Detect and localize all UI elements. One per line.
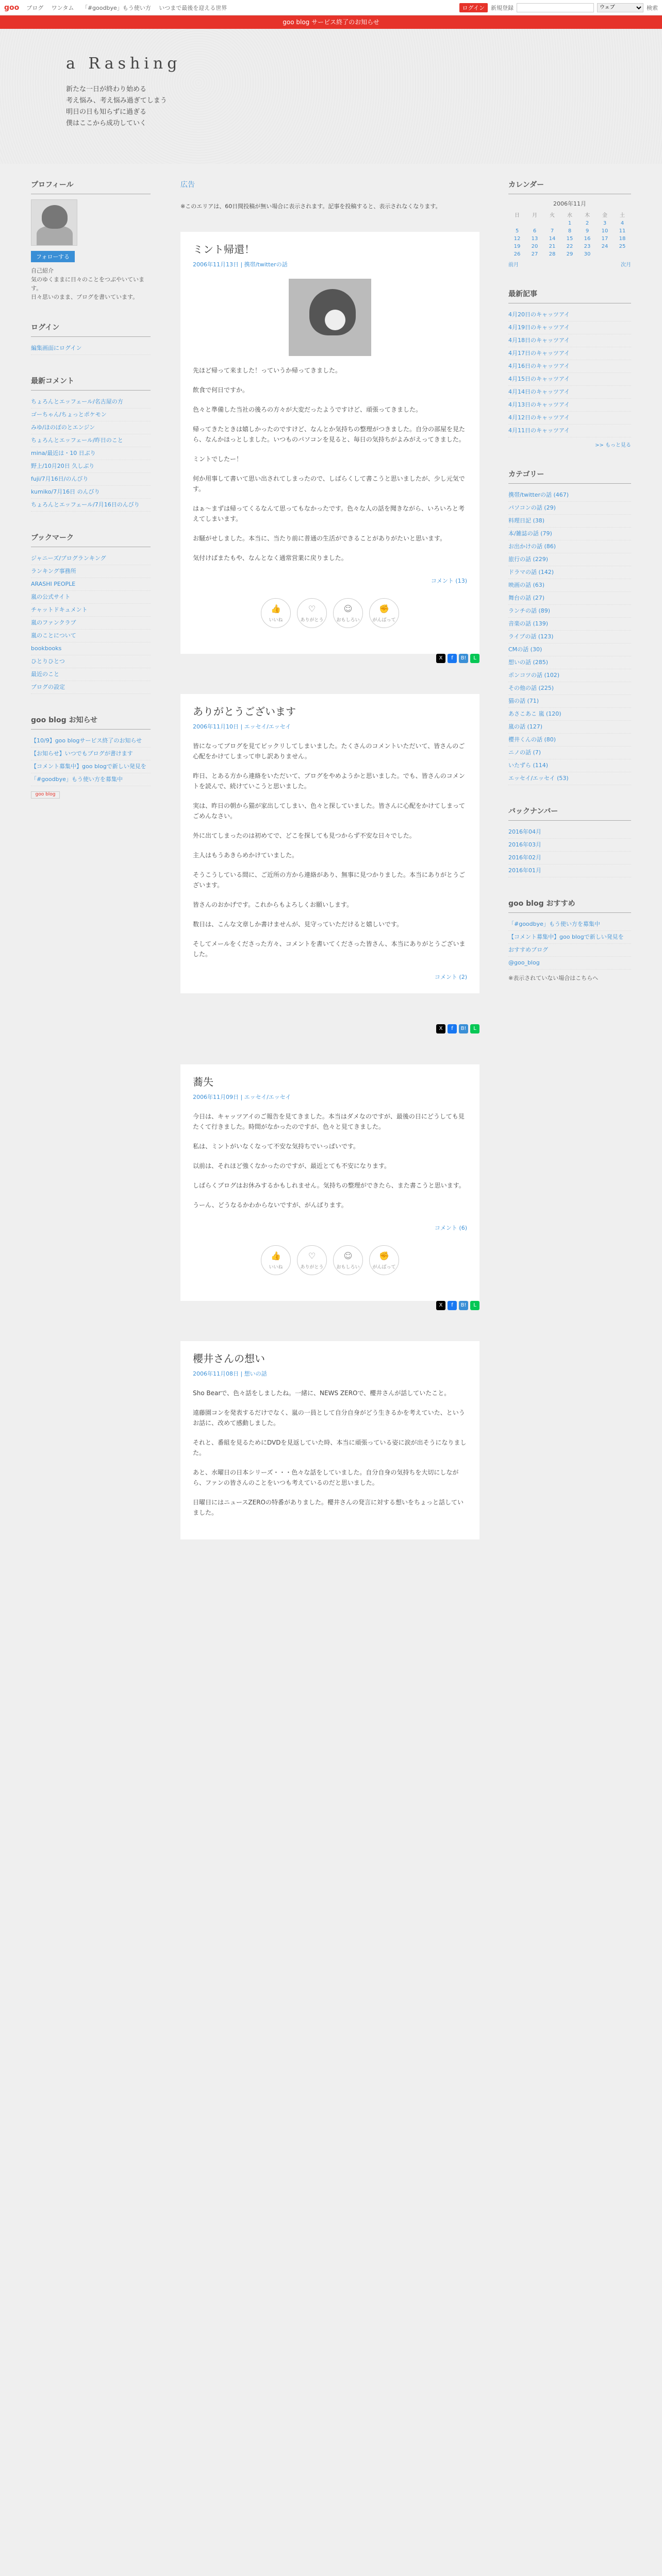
calendar-day[interactable]: 14 (549, 236, 556, 242)
top-nav-item[interactable]: 「#goodbye」もう使い方 (81, 4, 151, 11)
comment-item[interactable]: fuji/7月16日/のんびり (31, 473, 151, 486)
post-title[interactable]: ありがとうございます (193, 705, 296, 718)
comment-item[interactable]: ちょろんとエッフェール/7月16日のんびり (31, 499, 151, 512)
main-column (180, 179, 479, 1539)
reaction-thanks-button[interactable]: ♡ ありがとう (297, 598, 327, 628)
reaction-bar (193, 1245, 467, 1275)
search-input[interactable] (517, 3, 594, 12)
calendar-day[interactable]: 8 (568, 228, 572, 234)
calendar-day[interactable]: 11 (619, 228, 626, 234)
recent-post-item[interactable]: 4月17日のキャッツアイ (508, 347, 631, 360)
ad-label: 広告 (180, 181, 195, 189)
bookmark-item[interactable]: 最近のこと (31, 668, 151, 681)
comment-item[interactable]: mina/最近は・10 日ぶり (31, 447, 151, 460)
login-link[interactable]: 編集画面にログイン (31, 342, 151, 355)
service-notice-banner[interactable] (0, 15, 662, 29)
weekday-header: 金 (602, 213, 607, 218)
recent-post-item[interactable]: 4月19日のキャッツアイ (508, 321, 631, 334)
backnumber-item[interactable]: 2016年04月 (508, 826, 631, 839)
comments-link[interactable]: コメント (6) (434, 1225, 467, 1231)
category-item[interactable]: 音楽の話 (139) (508, 618, 631, 631)
left-sidebar (31, 179, 151, 819)
share-bar (180, 1301, 479, 1310)
x-share-icon[interactable]: X (436, 1024, 445, 1033)
line-share-icon[interactable]: L (470, 654, 479, 663)
backnumber-item[interactable]: 2016年03月 (508, 839, 631, 852)
calendar-day[interactable]: 27 (531, 251, 538, 257)
post-body (193, 1388, 467, 1518)
recent-more-link[interactable]: >> もっと見る (595, 443, 631, 448)
reaction-funny-button[interactable]: ☺ おもしろい (333, 1245, 363, 1275)
post-paragraph: 外に出てしまったのは初めてで、どこを探しても見つからず不安な日々でした。 (193, 832, 416, 839)
category-item[interactable]: CMの話 (30) (508, 643, 631, 656)
profile-line: 気のゆくままに日々のことをつぶやいています。 (31, 276, 144, 292)
post-paragraph: 日曜日にはニュースZEROの特番がありました。櫻井さんの発言に対する想いをちょっと話していました。 (193, 1499, 464, 1516)
facebook-share-icon[interactable]: f (448, 1024, 457, 1033)
profile-title: プロフィール (31, 179, 151, 194)
calendar-prev-link[interactable]: 前月 (508, 262, 519, 268)
backnumber-item[interactable]: 2016年02月 (508, 852, 631, 865)
post-paragraph: 数日は、こんな文章しか書けませんが、見守っていただけると嬉しいです。 (193, 921, 403, 928)
post-paragraph: 帰ってきたときは嬉しかったのですけど、なんとか気持ちの整理がつきました。自分の部屋を見たら、なんかほっとしました。いつものパソコンを見ると、毎日の気持ちがよみがえってきました。 (193, 426, 466, 443)
search-scope-select[interactable] (597, 3, 643, 12)
facebook-share-icon[interactable]: f (448, 654, 457, 663)
categories-section (508, 469, 631, 785)
facebook-share-icon[interactable]: f (448, 1301, 457, 1310)
post-date[interactable]: 2006年11月08日 | 想いの話 (193, 1370, 267, 1377)
post-image[interactable] (289, 279, 371, 356)
thumbs-up-icon: 👍 (271, 1251, 281, 1261)
calendar-day[interactable]: 1 (568, 221, 572, 226)
post-paragraph: それと、番組を見るためにDVDを見返していた時、本当に頑張っている姿に涙が出そうになりました。 (193, 1439, 467, 1456)
post-paragraph: 昨日、とある方から連絡をいただいて、ブログをやめようかと思いました。でも、皆さんのコメントを読んで、続けていこうと思いました。 (193, 772, 465, 790)
goo-news-title: goo blog お知らせ (31, 715, 151, 730)
post-paragraph: はぁ〜まずは帰ってくるなんて思ってもなかったです。色々な人の話を聞きながら、いろいろと考えてしまいます。 (193, 505, 465, 522)
flex-icon: ✊ (379, 604, 389, 614)
recent-comments-section (31, 376, 151, 512)
post-title[interactable]: 蕎失 (193, 1076, 213, 1088)
blog-post (180, 1064, 479, 1301)
calendar-day[interactable]: 17 (601, 236, 608, 242)
calendar-day[interactable]: 25 (619, 244, 626, 249)
calendar-day[interactable] (596, 250, 614, 258)
smile-icon: ☺ (343, 604, 353, 614)
bookmark-item[interactable]: 嵐のことについて (31, 630, 151, 642)
comments-link[interactable]: コメント (2) (434, 974, 467, 980)
post-title[interactable]: 櫻井さんの想い (193, 1352, 265, 1365)
reaction-thanks-button[interactable]: ♡ ありがとう (297, 1245, 327, 1275)
bookmark-item[interactable]: 嵐のファンクラブ (31, 617, 151, 630)
login-section (31, 322, 151, 355)
calendar-day[interactable]: 22 (566, 244, 573, 249)
bookmark-item[interactable]: bookbooks (31, 642, 151, 655)
calendar-day[interactable]: 12 (514, 236, 521, 242)
calendar-day[interactable]: 28 (549, 251, 556, 257)
calendar-nav (508, 260, 631, 268)
post-paragraph: そしてメールをくださった方々、コメントを書いてくださった皆さん、本当にありがとうございました。 (193, 940, 466, 958)
blog-description-line: 新たな一日が終わり始める (66, 86, 147, 93)
reaction-funny-button[interactable]: ☺ おもしろい (333, 598, 363, 628)
thumbs-up-icon: 👍 (271, 604, 281, 614)
calendar-day[interactable]: 10 (601, 228, 608, 234)
reaction-like-button[interactable]: 👍 いいね (261, 598, 291, 628)
top-nav-item[interactable]: ブログ (26, 4, 44, 11)
top-nav (26, 4, 233, 12)
avatar[interactable] (31, 199, 77, 246)
calendar-day[interactable]: 19 (514, 244, 521, 249)
post-paragraph: 私は、ミントがいなくなって不安な気持ちでいっぱいです。 (193, 1143, 359, 1150)
calendar-day[interactable]: 13 (531, 236, 538, 242)
calendar-day[interactable]: 2 (585, 221, 589, 226)
recent-post-item[interactable]: 4月12日のキャッツアイ (508, 412, 631, 425)
weekday-header: 水 (567, 213, 572, 218)
recent-post-item[interactable]: 4月16日のキャッツアイ (508, 360, 631, 373)
category-item[interactable]: エッセイ/エッセイ (53) (508, 772, 631, 785)
blog-post (180, 694, 479, 993)
calendar-day[interactable]: 3 (603, 221, 607, 226)
calendar-day[interactable]: 24 (601, 244, 608, 249)
recent-post-item[interactable]: 4月20日のキャッツアイ (508, 309, 631, 321)
comments-link[interactable]: コメント (13) (431, 578, 467, 584)
calendar-day[interactable]: 30 (584, 251, 591, 257)
category-item[interactable]: お出かけの話 (86) (508, 540, 631, 553)
recent-post-item[interactable]: 4月14日のキャッツアイ (508, 386, 631, 399)
calendar-day[interactable]: 21 (549, 244, 556, 249)
calendar-day[interactable] (508, 219, 526, 227)
goo-news-item[interactable]: 【お知らせ】いつでもブログが書けます (31, 748, 151, 760)
category-item[interactable]: 携帯/twitterの話 (467) (508, 489, 631, 502)
backnumber-title: バックナンバー (508, 806, 631, 821)
reaction-like-button[interactable]: 👍 いいね (261, 1245, 291, 1275)
category-item[interactable]: 料理日記 (38) (508, 515, 631, 528)
comment-item[interactable]: ゴーちゃん/ちょっとポケモン (31, 409, 151, 421)
right-sidebar (508, 179, 631, 1003)
category-item[interactable]: ドラマの話 (142) (508, 566, 631, 579)
category-item[interactable]: ランチの話 (89) (508, 605, 631, 618)
post-body (193, 741, 467, 959)
top-bar (0, 0, 662, 15)
top-right (459, 3, 658, 12)
blog-description-line: 明日の日も知らずに過ぎる (66, 108, 147, 116)
post-paragraph: 皆さんのおかげです。これからもよろしくお願いします。 (193, 901, 353, 908)
post-body (193, 365, 467, 563)
calendar-day[interactable]: 15 (566, 236, 573, 242)
post-paragraph: 色々と準備した当社の後ろの方々が大変だったようですけど、頑張ってきました。 (193, 406, 422, 413)
profile-line: 日々思いのまま、ブログを書いています。 (31, 294, 139, 300)
recent-post-item[interactable]: 4月18日のキャッツアイ (508, 334, 631, 347)
post-paragraph: そうこうしている間に、ご近所の方から連絡があり、無事に見つかりました。本当にありがとうございます。 (193, 871, 466, 889)
goo-news-section (31, 715, 151, 799)
blog-header (0, 29, 662, 164)
blog-description (66, 84, 662, 129)
calendar-day[interactable]: 26 (514, 251, 521, 257)
calendar-day[interactable]: 7 (550, 228, 554, 234)
bookmark-item[interactable]: ジャニーズ/ブログランキング (31, 552, 151, 565)
post-paragraph: お騒がせしました。本当に、当たり前に普通の生活ができることがありがたいと思います。 (193, 535, 446, 542)
post-paragraph: 先ほど帰って来ました！っていうか帰ってきました。 (193, 367, 342, 374)
heart-icon: ♡ (308, 604, 316, 614)
reaction-bar (193, 598, 467, 628)
recent-post-item[interactable]: 4月13日のキャッツアイ (508, 399, 631, 412)
category-item[interactable]: 旅行の話 (229) (508, 553, 631, 566)
goo-news-item[interactable]: 「#goodbye」もう使い方を募集中 (31, 773, 151, 786)
reaction-cheer-button[interactable]: ✊ がんばって (369, 598, 399, 628)
calendar-day[interactable]: 20 (531, 244, 538, 249)
category-item[interactable]: いたずら (114) (508, 759, 631, 772)
blog-post (180, 1341, 479, 1539)
top-nav-item[interactable]: いつまで最後を迎える世界 (159, 4, 227, 11)
recommend-section (508, 898, 631, 982)
x-share-icon[interactable]: X (436, 1301, 445, 1310)
backnumber-section (508, 806, 631, 877)
calendar-title: カレンダー (508, 179, 631, 194)
recent-post-item[interactable]: 4月15日のキャッツアイ (508, 373, 631, 386)
hatena-share-icon[interactable]: B! (459, 1024, 468, 1033)
goo-blog-logo-icon[interactable]: goo blog (31, 791, 60, 799)
post-paragraph: Sho Bearで、色々話をしましたね。一緒に、NEWS ZEROで、櫻井さんが話していたこと。 (193, 1389, 451, 1397)
post-body (193, 1111, 467, 1210)
bookmarks-title: ブックマーク (31, 532, 151, 547)
post-paragraph: 遠藤園コンを発表するだけでなく、嵐の一員として自分自身がどう生きるかを考えていた、というお話に、改めて感動しました。 (193, 1409, 465, 1427)
x-share-icon[interactable]: X (436, 654, 445, 663)
comment-item[interactable]: kumiko/7月16日 のんびり (31, 486, 151, 499)
calendar-day[interactable]: 16 (584, 236, 591, 242)
post-paragraph: あと、水曜日の日本シリーズ・・・色々な話をしていました。自分自身の気持ちを大切にしながら、ファンの皆さんのことをいつも考えているのだと思いました。 (193, 1469, 459, 1486)
calendar-section (508, 179, 631, 268)
weekday-header: 火 (550, 213, 555, 218)
recommend-item[interactable]: 「#goodbye」もう使い方を募集中 (508, 918, 631, 931)
recent-comments-title: 最新コメント (31, 376, 151, 391)
post-paragraph: 実は、昨日の朝から猫が家出してしまい、色々と探していました。皆さんに心配をかけてしまってごめんなさい。 (193, 802, 466, 820)
category-item[interactable]: 本/雑誌の話 (79) (508, 528, 631, 540)
share-bar (180, 654, 479, 663)
blog-description-line: 考え悩み、考え悩み過ぎてしまう (66, 97, 167, 105)
recent-posts-title: 最新記事 (508, 289, 631, 303)
login-title: ログイン (31, 322, 151, 337)
line-share-icon[interactable]: L (470, 1301, 479, 1310)
recommend-item[interactable]: 【コメント募集中】goo blogで新しい発見を (508, 931, 631, 944)
inactive-notice: ※このエリアは、60日間投稿が無い場合に表示されます。記事を投稿すると、表示されなくなります。 (180, 203, 441, 210)
calendar-day[interactable]: 4 (620, 221, 624, 226)
bookmark-item[interactable]: ひとりひとつ (31, 655, 151, 668)
post-date[interactable]: 2006年11月13日 | 携帯/twitterの話 (193, 261, 288, 268)
bookmark-item[interactable]: チャットドキュメント (31, 604, 151, 617)
register-link[interactable]: 新規登録 (491, 4, 514, 11)
weekday-header: 日 (515, 213, 520, 218)
profile-line: 自己紹介 (31, 267, 54, 274)
category-item[interactable]: その他の話 (225) (508, 682, 631, 695)
recommend-item[interactable]: おすすめブログ (508, 944, 631, 957)
post-paragraph: 皆になってブログを見てビックリしてしまいました。たくさんのコメントいただいて、皆さんのご心配をかけてしまって申し訳ありません。 (193, 742, 465, 760)
calendar-table (508, 210, 631, 258)
heart-icon: ♡ (308, 1251, 316, 1261)
category-item[interactable]: 猫の話 (71) (508, 695, 631, 708)
comment-item[interactable]: 野上/10月20日 久しぶり (31, 460, 151, 473)
post-date[interactable]: 2006年11月10日 | エッセイ/エッセイ (193, 723, 291, 730)
category-item[interactable]: 櫻井くんの話 (80) (508, 734, 631, 747)
category-item[interactable]: ポンコツの話 (102) (508, 669, 631, 682)
login-button[interactable]: ログイン (459, 3, 488, 12)
category-item[interactable]: 映画の話 (63) (508, 579, 631, 592)
post-paragraph: 以前は、それほど強くなかったのですが、最近とても不安になります。 (193, 1162, 391, 1170)
category-item[interactable]: 舞台の話 (27) (508, 592, 631, 605)
comment-item[interactable]: みゆ/ほのぼのとエンジン (31, 421, 151, 434)
post-paragraph: うーん、どうなるかわからないですが、がんばります。 (193, 1201, 347, 1209)
post-date[interactable]: 2006年11月09日 | エッセイ/エッセイ (193, 1094, 291, 1100)
share-bar (180, 1024, 479, 1033)
line-share-icon[interactable]: L (470, 1024, 479, 1033)
post-paragraph: 主人はもうあきらめかけていました。 (193, 852, 299, 859)
flex-icon: ✊ (379, 1251, 389, 1261)
comment-item[interactable]: ちょろんとエッフェール/昨日のこと (31, 434, 151, 447)
category-item[interactable]: あさこあこ 嵐 (120) (508, 708, 631, 721)
category-item[interactable]: 嵐の話 (127) (508, 721, 631, 734)
recommend-item[interactable]: @goo_blog (508, 957, 631, 970)
top-nav-item[interactable]: ワンタム (51, 4, 74, 11)
post-paragraph: しばらくブログはお休みするかもしれません。気持ちの整理ができたら、また書こうと思います。 (193, 1182, 465, 1189)
hatena-share-icon[interactable]: B! (459, 654, 468, 663)
weekday-header: 月 (532, 213, 537, 218)
blog-description-line: 僕はここから成功していく (66, 120, 147, 127)
bookmark-item[interactable]: ランキング事務所 (31, 565, 151, 578)
calendar-day[interactable]: 29 (566, 251, 573, 257)
category-item[interactable]: ニノの話 (7) (508, 747, 631, 759)
blog-post (180, 232, 479, 654)
calendar-day[interactable] (526, 219, 543, 227)
service-notice-text[interactable]: goo blog サービス終了のお知らせ (283, 19, 379, 26)
category-item[interactable]: ライブの話 (123) (508, 631, 631, 643)
blog-title[interactable]: a Rashing (66, 55, 181, 73)
reaction-cheer-button[interactable]: ✊ がんばって (369, 1245, 399, 1275)
calendar-day[interactable]: 6 (533, 228, 537, 234)
post-paragraph: ミントでしたー！ (193, 455, 243, 463)
calendar-day[interactable] (543, 219, 561, 227)
bookmark-item[interactable]: ARASHI PEOPLE (31, 578, 151, 591)
smile-icon: ☺ (343, 1251, 353, 1261)
recommend-title: goo blog おすすめ (508, 898, 631, 913)
category-item[interactable]: パソコンの話 (29) (508, 502, 631, 515)
post-paragraph: 飲食で何日ですか。 (193, 386, 249, 394)
post-title[interactable]: ミント帰還！ (193, 243, 255, 256)
recommend-note: ※表示されていない場合はこちらへ (508, 975, 599, 981)
goo-news-item[interactable]: 【コメント募集中】goo blogで新しい発見を (31, 760, 151, 773)
hatena-share-icon[interactable]: B! (459, 1301, 468, 1310)
calendar-caption: 2006年11月 (553, 200, 586, 207)
recent-post-item[interactable]: 4月11日のキャッツアイ (508, 425, 631, 437)
calendar-day[interactable]: 23 (584, 244, 591, 249)
weekday-header: 土 (620, 213, 625, 218)
follow-button[interactable]: フォローする (31, 251, 75, 262)
weekday-header: 木 (585, 213, 590, 218)
recent-posts-section (508, 289, 631, 448)
goo-logo[interactable]: goo (4, 3, 20, 12)
bookmark-item[interactable]: 嵐の公式サイト (31, 591, 151, 604)
backnumber-item[interactable]: 2016年01月 (508, 865, 631, 877)
post-paragraph: 今日は、キャッツアイのご報告を見てきました。本当はダメなのですが、最後の日にどうしても見たくて行きました。時間がなかったのですが、色々と見てきました。 (193, 1113, 465, 1130)
categories-title: カテゴリー (508, 469, 631, 484)
search-button[interactable]: 検索 (647, 4, 658, 11)
post-paragraph: 気付けばまたもや、なんとなく通常営業に戻りました。 (193, 554, 347, 562)
category-item[interactable]: 想いの話 (285) (508, 656, 631, 669)
profile-section (31, 179, 151, 301)
post-paragraph: 何か用事して書いて思い出されてしまったので、しばらくして書こうと思いましたが、少し元気です。 (193, 475, 465, 493)
calendar-day[interactable] (614, 250, 631, 258)
calendar-day[interactable]: 9 (585, 228, 589, 234)
bookmarks-section (31, 532, 151, 694)
goo-news-item[interactable]: 【10/9】goo blogサービス終了のお知らせ (31, 735, 151, 748)
calendar-day[interactable]: 5 (515, 228, 519, 234)
bookmark-item[interactable]: ブログの設定 (31, 681, 151, 694)
calendar-next-link[interactable]: 次月 (621, 262, 631, 268)
comment-item[interactable]: ちょろんとエッフェール/名古屋の方 (31, 396, 151, 409)
calendar-day[interactable]: 18 (619, 236, 626, 242)
